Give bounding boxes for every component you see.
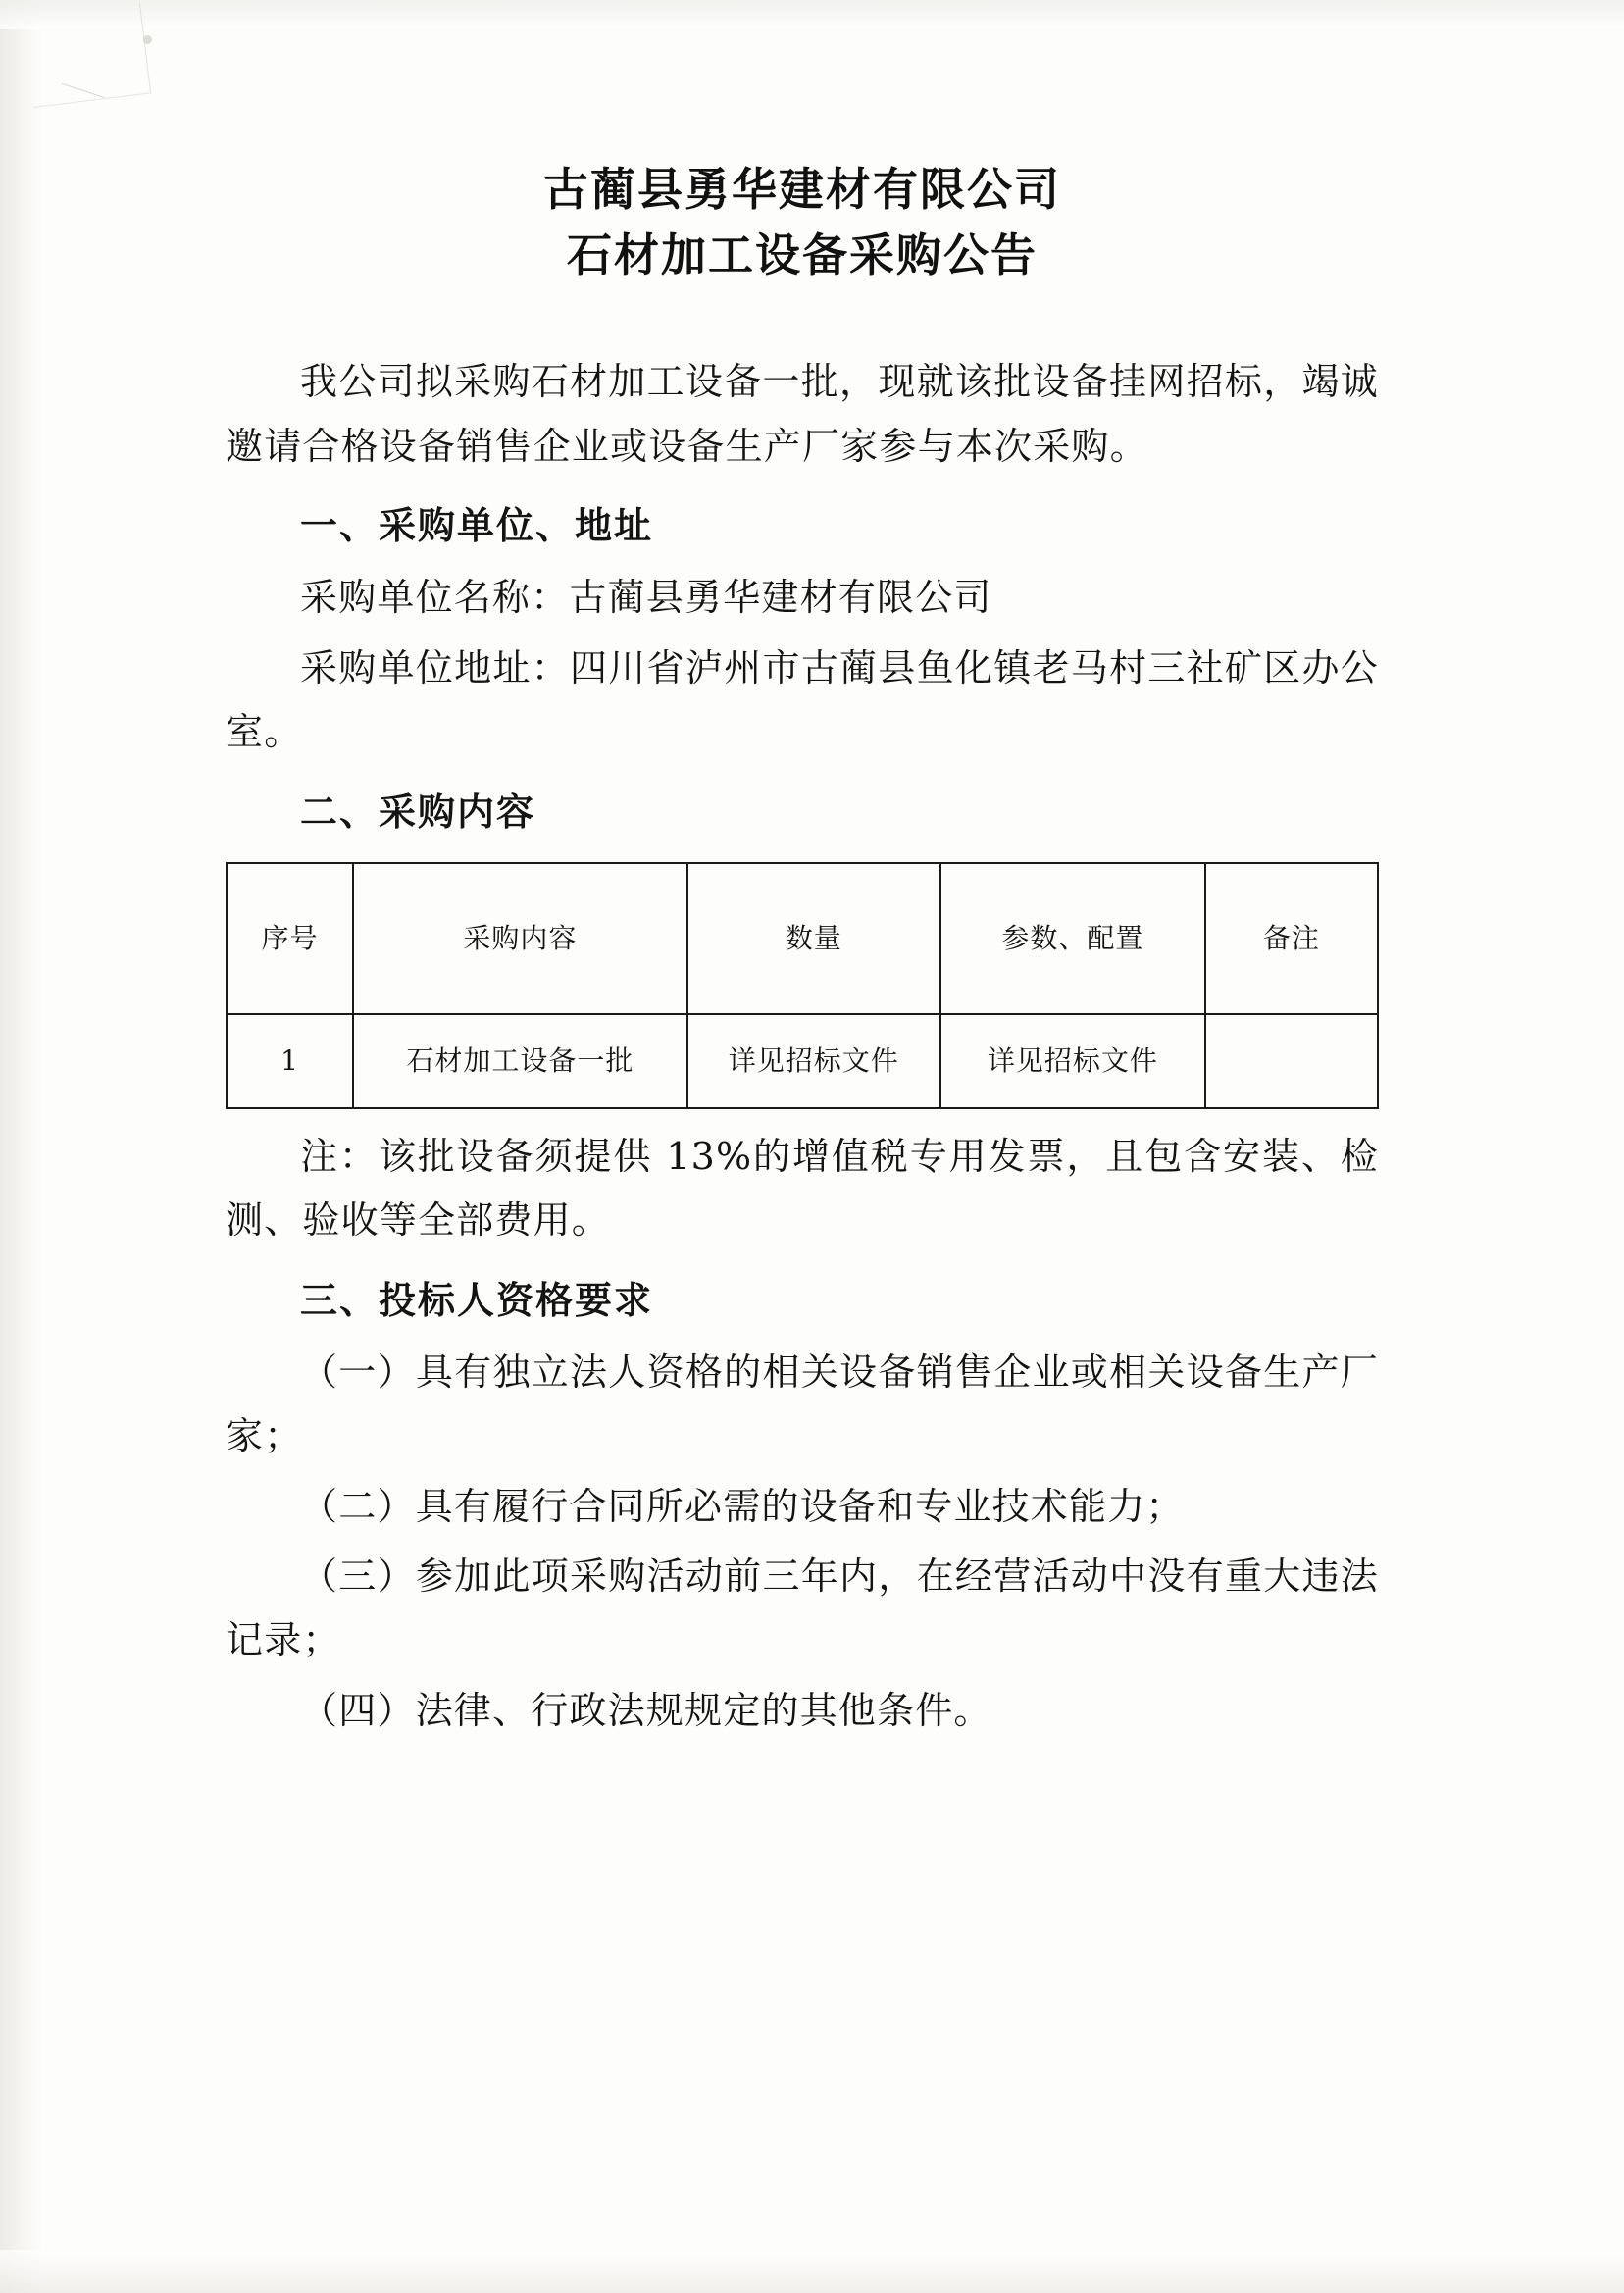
purchaser-address-line: 采购单位地址：四川省泸州市古蔺县鱼化镇老马村三社矿区办公室。 <box>226 645 1379 754</box>
qualification-item-3: （三）参加此项采购活动前三年内，在经营活动中没有重大违法记录； <box>226 1554 1379 1662</box>
scan-edge-bottom <box>0 2250 1624 2293</box>
section-heading-3: 三、投标人资格要求 <box>300 1278 654 1322</box>
purchaser-name-line: 采购单位名称：古蔺县勇华建材有限公司 <box>300 576 992 620</box>
table-header-row <box>227 863 1378 1014</box>
document-body <box>226 350 1379 1743</box>
title-line-2: 石材加工设备采购公告 <box>567 228 1038 281</box>
table-cell-content: 石材加工设备一批 <box>353 1014 686 1108</box>
table-header-cell-quantity: 数量 <box>687 863 940 1014</box>
table-cell-index: 1 <box>227 1014 353 1108</box>
intro-paragraph: 我公司拟采购石材加工设备一批，现就该批设备挂网招标，竭诚邀请合格设备销售企业或设备生产厂家参与本次采购。 <box>226 360 1379 468</box>
table-cell-remark <box>1205 1014 1378 1108</box>
qualification-item-1: （一）具有独立法人资格的相关设备销售企业或相关设备生产厂家； <box>226 1350 1379 1458</box>
document-title <box>226 0 1379 287</box>
procurement-table <box>226 862 1379 1109</box>
section-heading-2: 二、采购内容 <box>300 790 536 834</box>
table-header-cell-index: 序号 <box>227 863 353 1014</box>
table-header-cell-remark: 备注 <box>1205 863 1378 1014</box>
table-header-cell-content: 采购内容 <box>353 863 686 1014</box>
table-cell-spec: 详见招标文件 <box>940 1014 1205 1108</box>
table-note: 注：该批设备须提供 13%的增值税专用发票，且包含安装、检测、验收等全部费用。 <box>226 1134 1379 1243</box>
title-line-1: 古蔺县勇华建材有限公司 <box>543 163 1061 216</box>
table-row <box>227 1014 1378 1108</box>
qualification-item-4: （四）法律、行政法规规定的其他条件。 <box>300 1688 992 1732</box>
table-cell-quantity: 详见招标文件 <box>687 1014 940 1108</box>
table-header-cell-spec: 参数、配置 <box>940 863 1205 1014</box>
section-heading-1: 一、采购单位、地址 <box>300 504 654 548</box>
qualification-item-2: （二）具有履行合同所必需的设备和专业技术能力； <box>300 1484 1185 1528</box>
